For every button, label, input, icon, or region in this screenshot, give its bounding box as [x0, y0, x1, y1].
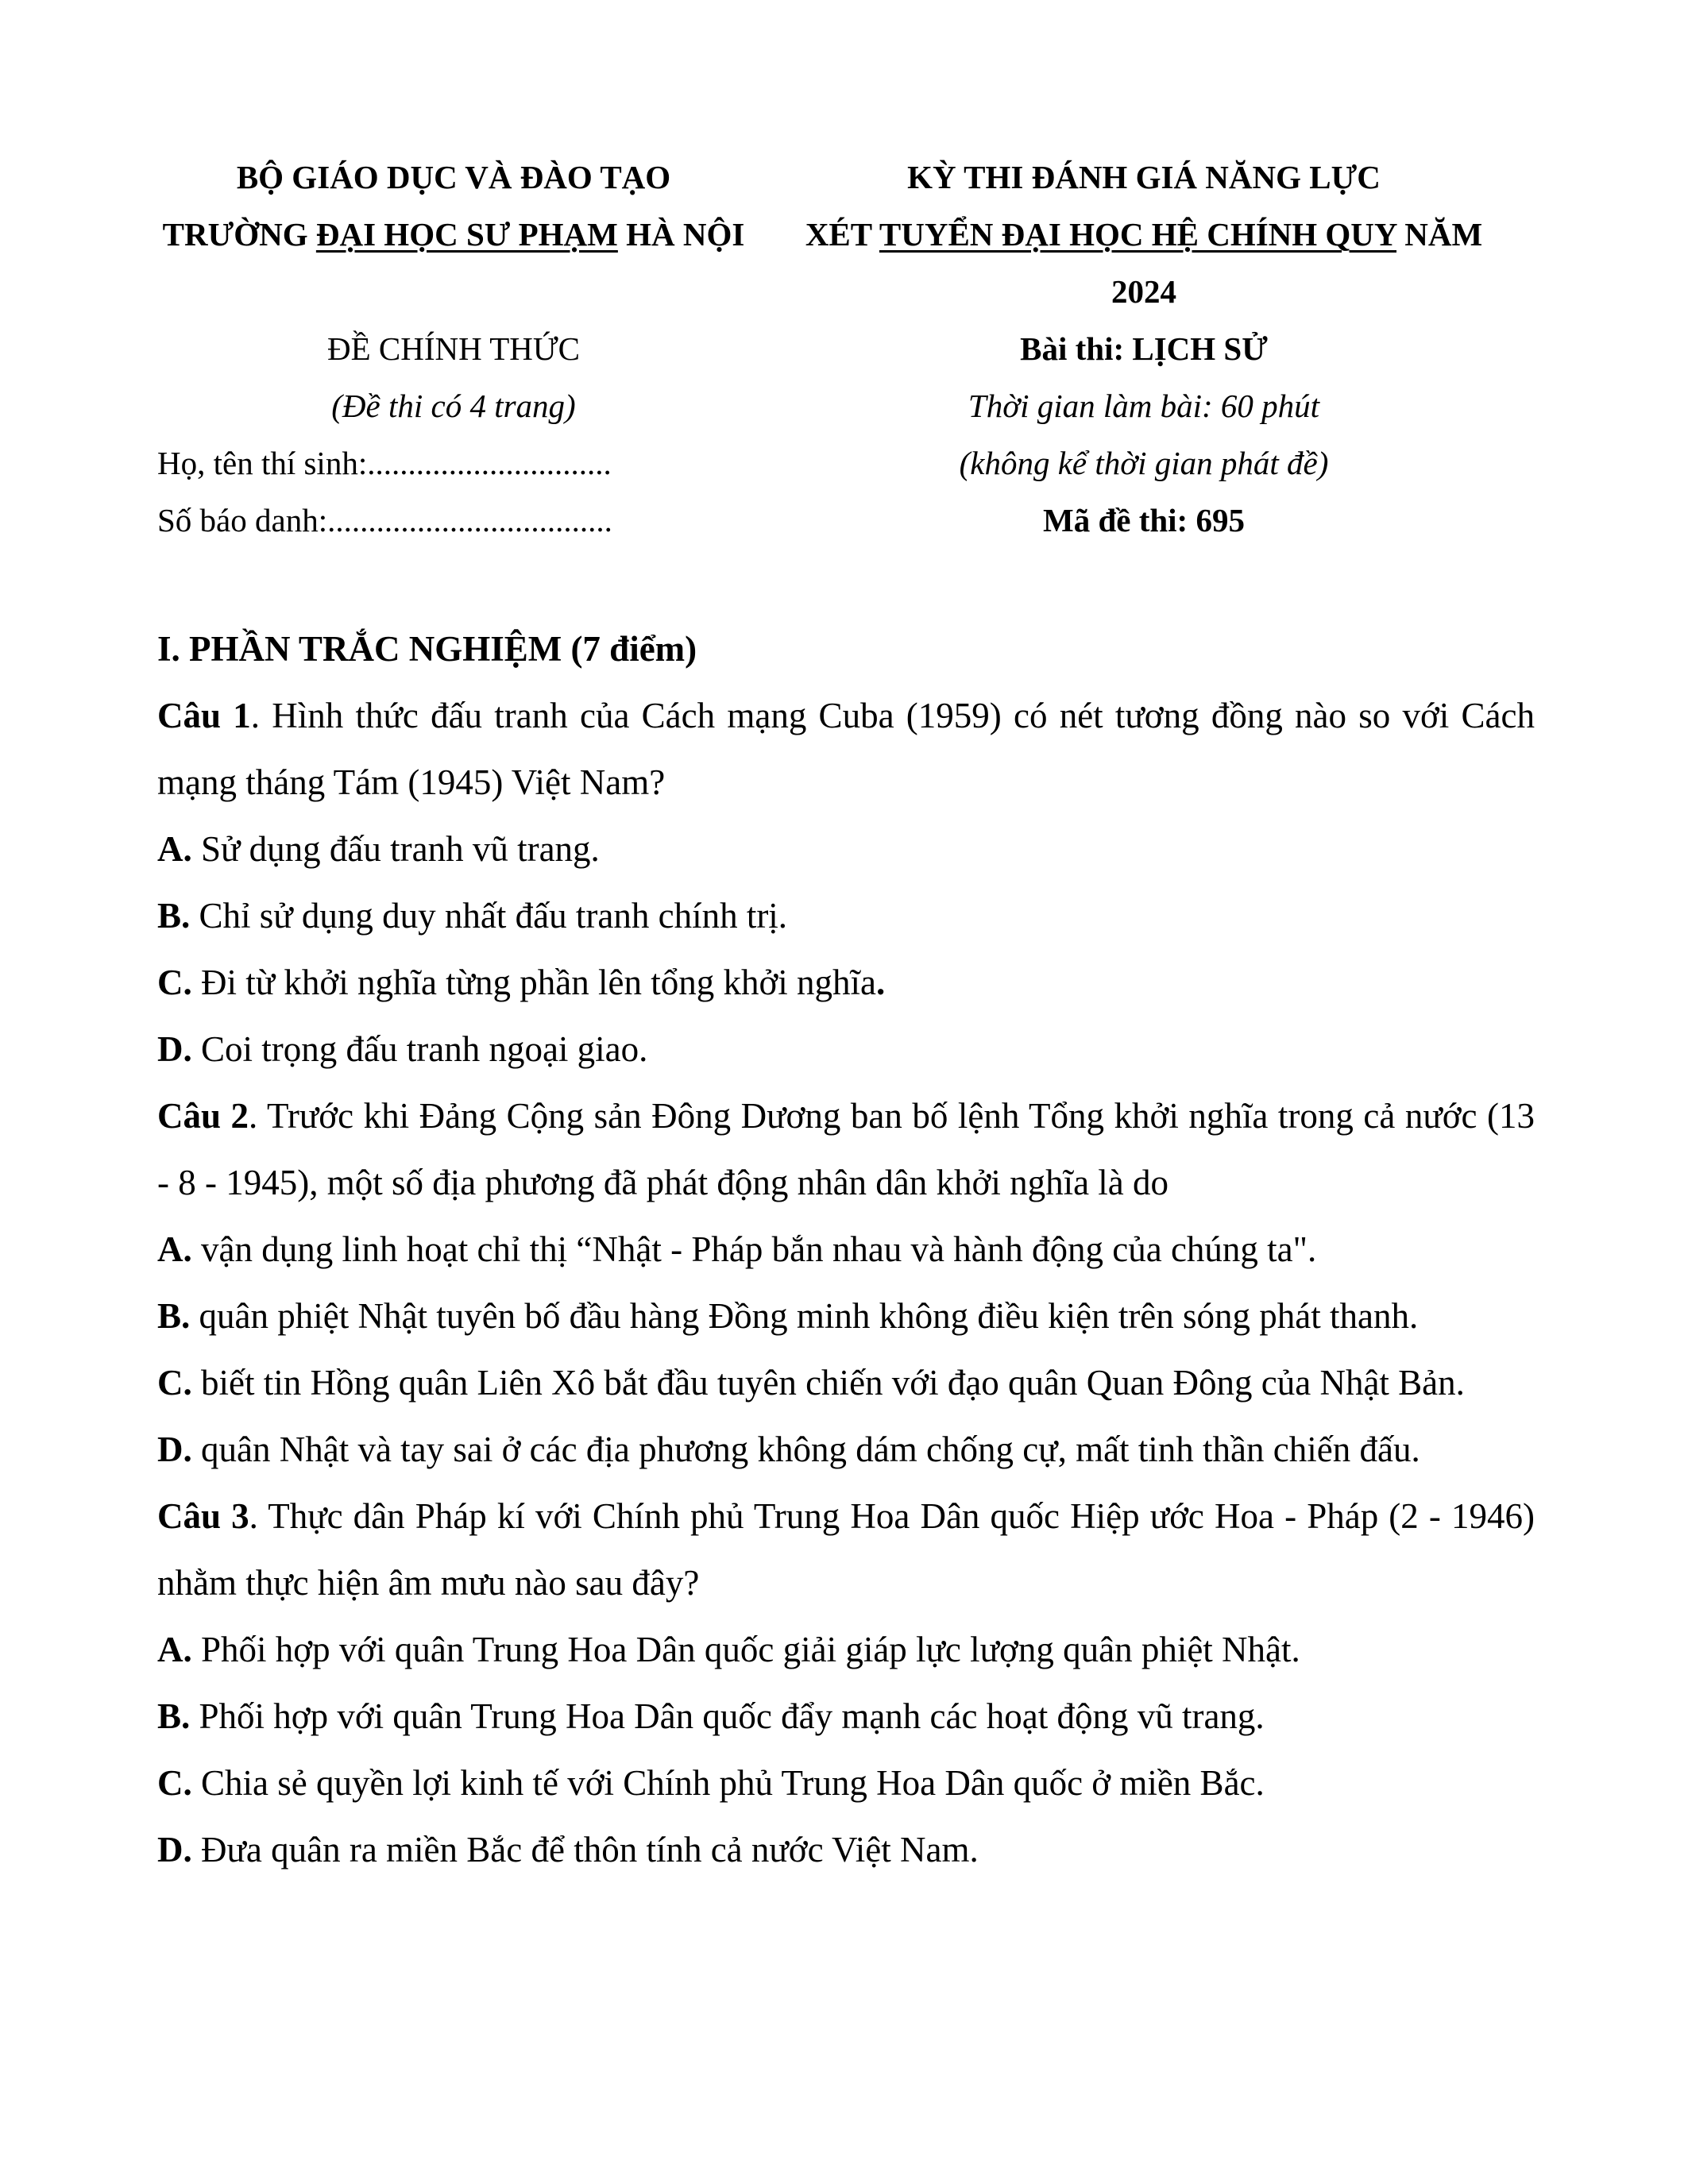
option-text: quân Nhật và tay sai ở các địa phương không dám chống cự, mất tinh thần chiến đấu. — [191, 1430, 1420, 1469]
option-b — [157, 1283, 1535, 1349]
option-a — [157, 1616, 1535, 1683]
question-3 — [157, 1483, 1535, 1616]
duration: Thời gian làm bài: 60 phút — [968, 388, 1320, 424]
option-key: D. — [157, 1029, 192, 1069]
question-2 — [157, 1082, 1535, 1216]
option-tail: . — [876, 963, 886, 1002]
exam-body — [157, 615, 1535, 1883]
question-list — [157, 682, 1535, 1883]
question-label: Câu 2 — [157, 1096, 249, 1136]
admission-underlined: TUYỂN ĐẠI HỌC HỆ CHÍNH QUY — [879, 216, 1397, 253]
option-d — [157, 1416, 1535, 1483]
question-text: . Trước khi Đảng Cộng sản Đông Dương ban bố lệnh Tổng khởi nghĩa trong cả nước (13 - 8 - 1945), một số địa phương đã phát động nhân dân khởi nghĩa là do — [157, 1096, 1535, 1202]
exam-code: Mã đề thi: 695 — [1043, 502, 1245, 538]
question-label: Câu 3 — [157, 1496, 249, 1536]
admission-prefix: XÉT — [805, 216, 879, 253]
option-a — [157, 1216, 1535, 1283]
header-left — [56, 149, 851, 549]
option-text: quân phiệt Nhật tuyên bố đầu hàng Đồng minh không điều kiện trên sóng phát thanh. — [190, 1296, 1419, 1336]
school-suffix: HÀ NỘI — [617, 216, 745, 253]
section-title: I. PHẦN TRẮC NGHIỆM (7 điểm) — [157, 629, 697, 669]
option-key: C. — [157, 963, 192, 1002]
option-text: Phối hợp với quân Trung Hoa Dân quốc giải giáp lực lượng quân phiệt Nhật. — [191, 1630, 1300, 1669]
option-d — [157, 1816, 1535, 1883]
option-d — [157, 1016, 1535, 1082]
pages-note: (Đề thi có 4 trang) — [331, 388, 576, 424]
header-right — [747, 149, 1541, 549]
option-key: D. — [157, 1830, 192, 1870]
option-key: B. — [157, 1696, 191, 1736]
option-c — [157, 949, 1535, 1016]
option-key: B. — [157, 1296, 191, 1336]
school-name-underlined: ĐẠI HỌC SƯ PHẠM — [315, 216, 618, 253]
official-label: ĐỀ CHÍNH THỨC — [326, 330, 581, 367]
option-text: Coi trọng đấu tranh ngoại giao. — [191, 1029, 648, 1069]
ministry-name: BỘ GIÁO DỤC VÀ ĐÀO TẠO — [236, 159, 671, 195]
exam-year: 2024 — [1111, 273, 1176, 310]
option-text: Đi từ khởi nghĩa từng phần lên tổng khởi nghĩa — [191, 963, 877, 1002]
school-prefix: TRƯỜNG — [162, 216, 316, 253]
option-text: vận dụng linh hoạt chỉ thị “Nhật - Pháp bắn nhau và hành động của chúng ta". — [191, 1229, 1317, 1269]
candidate-name-field: Họ, tên thí sinh:.............................. — [157, 445, 612, 481]
option-text: Chia sẻ quyền lợi kinh tế với Chính phủ Trung Hoa Dân quốc ở miền Bắc. — [191, 1763, 1265, 1803]
question-text: . Thực dân Pháp kí với Chính phủ Trung Hoa Dân quốc Hiệp ước Hoa - Pháp (2 - 1946) nhằm thực hiện âm mưu nào sau đây? — [157, 1496, 1535, 1603]
option-b — [157, 882, 1535, 949]
admission-line — [747, 206, 1541, 263]
option-key: A. — [157, 1630, 192, 1669]
option-key: C. — [157, 1763, 192, 1803]
exam-title: KỲ THI ĐÁNH GIÁ NĂNG LỰC — [907, 159, 1381, 195]
option-key: A. — [157, 829, 192, 869]
school-name — [56, 206, 851, 263]
question-label: Câu 1 — [157, 696, 251, 735]
option-key: B. — [157, 896, 191, 936]
duration-note: (không kể thời gian phát đề) — [959, 445, 1329, 481]
option-text: Chỉ sử dụng duy nhất đấu tranh chính trị. — [190, 896, 788, 936]
question-text: . Hình thức đấu tranh của Cách mạng Cuba (1959) có nét tương đồng nào so với Cách mạng tháng Tám (1945) Việt Nam? — [157, 696, 1535, 802]
option-key: D. — [157, 1430, 192, 1469]
candidate-number-field: Số báo danh:................................... — [157, 502, 612, 538]
option-c — [157, 1750, 1535, 1816]
option-text: Đưa quân ra miền Bắc để thôn tính cả nước Việt Nam. — [191, 1830, 979, 1870]
subject: Bài thi: LỊCH SỬ — [1020, 330, 1268, 367]
admission-suffix: NĂM — [1396, 216, 1483, 253]
option-key: A. — [157, 1229, 192, 1269]
question-1 — [157, 682, 1535, 816]
option-key: C. — [157, 1363, 192, 1403]
option-text: biết tin Hồng quân Liên Xô bắt đầu tuyên chiến với đạo quân Quan Đông của Nhật Bản. — [191, 1363, 1465, 1403]
option-c — [157, 1349, 1535, 1416]
option-text: Sử dụng đấu tranh vũ trang. — [191, 829, 600, 869]
option-text: Phối hợp với quân Trung Hoa Dân quốc đẩy mạnh các hoạt động vũ trang. — [190, 1696, 1265, 1736]
option-b — [157, 1683, 1535, 1750]
option-a — [157, 816, 1535, 882]
